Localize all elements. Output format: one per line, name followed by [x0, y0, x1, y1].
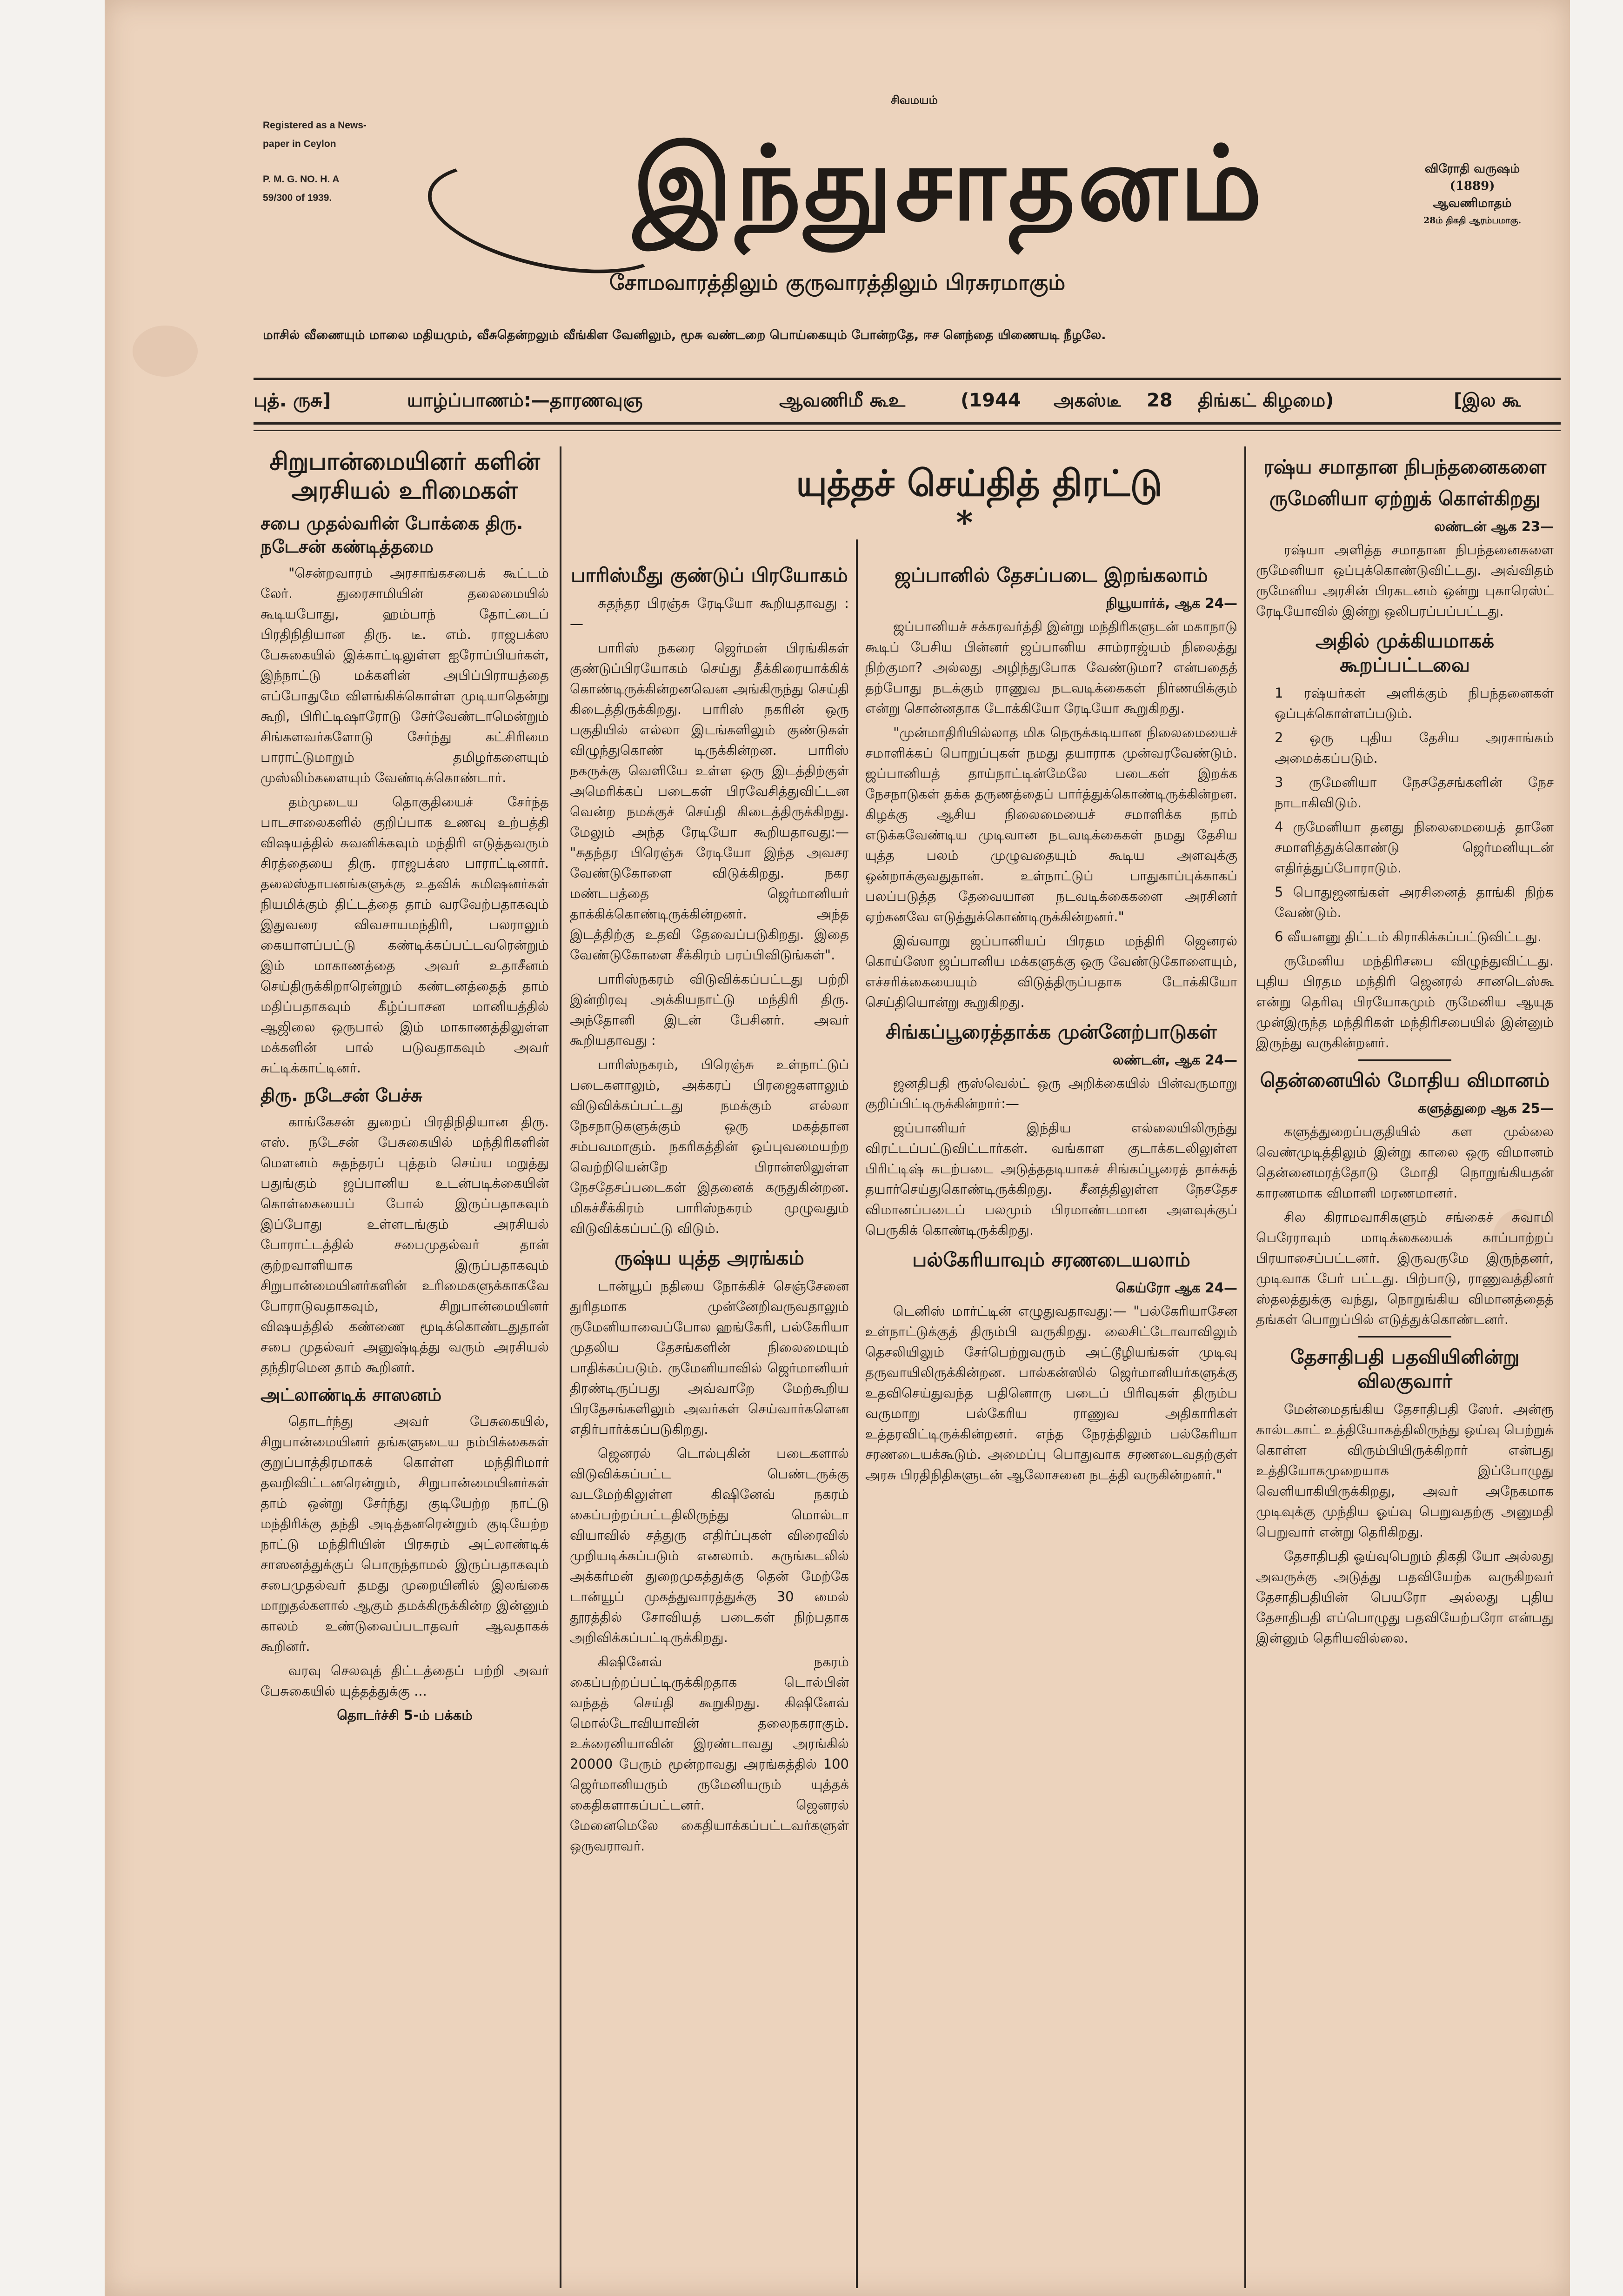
article-paragraph: பாரிஸ்நகரம், பிரெஞ்சு உள்நாட்டுப் படைகளாலும், அக்கரப் பிரஜைகளாலும் விடுவிக்கப்பட்டது நமக்கும் எல்லா நேசநாடுகளுக்கும் ஒரு மகத்தான சம்பவமாகும். நகரிகத்தின் ஒப்புவமையற்ற வெற்றியென்றே பிரான்ஸிலுள்ள நேசதேசப்படைகள் இதனைக் கருதுகின்றன. மிகச்சீக்கிரம் பாரிஸ்நகரம் முழுவதும் விடுவிக்கப்பட்டு விடும். — [570, 1057, 849, 1236]
newspaper-title: இந்துசாதனம் — [633, 124, 1265, 243]
month-name: ஆவணிமாதம் — [1433, 196, 1512, 210]
subheadline: அட்லாண்டிக் சாஸனம் — [260, 1384, 442, 1405]
article-dateline: லண்டன் ஆக 23— — [1434, 519, 1554, 534]
article-paragraph: தொடர்ந்து அவர் பேசுகையில், சிறுபான்மையினர் தங்களுடைய நம்பிக்கைகள் குறுப்பாத்திரமாகக் கொள்ள மந்திரிமார் தவறிவிட்டனரென்றும், சிறுபான்மையினர்கள் தாம் ஒன்று சேர்ந்து குடியேற்ற நாட்டு மந்திரிக்கு தந்தி அடித்தனரென்றும் குடியேற்ற நாட்டு மந்திரியின் பிரசுரம் அட்லாண்டிக் சாஸனத்துக்குப் பொருந்தாமல் இருப்பதாகவும் சபைமுதல்வர் தமது முறையினில் இலங்கை மாறுதல்களால் ஆகும் தமக்கிருக்கின்ற இன்னும் காலம் உண்டுவைப்படாதவர் ஆவதாகக் கூறினர். — [260, 1413, 549, 1654]
tamil-month-date: ஆவணிமீ கூஉ — [779, 390, 905, 411]
subheadline: சபை முதல்வரின் போக்கை திரு. நடேசன் கண்டித்தமை — [260, 513, 523, 557]
article-paragraph: ரஷ்யா அளித்த சமாதான நிபந்தனைகளை ருமேனியா ஒப்புக்கொண்டுவிட்டது. அவ்விதம் ருமேனிய அரசின் பிரகடனம் ஒன்று புகாரெஸ்ட் ரேடியோவில் இன்று ஒலிபரப்பப்பட்டது. — [1256, 542, 1554, 619]
subheadline: அதில் முக்கியமாகக் கூறப்பட்டவை — [1316, 629, 1494, 676]
registration-note — [263, 116, 440, 207]
article-paragraph: பாரிஸ்நகரம் விடுவிக்கப்பட்டது பற்றி இன்றிரவு அக்கியநாட்டு மந்திரி திரு. அந்தோனி இடன் பேசினர். அவர் கூறியதாவது : — [570, 971, 849, 1048]
article-paragraph: டெனிஸ் மார்ட்டின் எழுதுவதாவது:— "பல்கேரியாசேன உள்நாட்டுக்குத் திரும்பி வருகிறது. லைசிட்டோவாவிலும் தெசலியிலும் சேர்பெற்றுவரும் அட்டூழியங்கள் முடிவு தருவாயிலிருக்கின்றன. பால்கன்ஸில் ஜெர்மானியர்களுக்கு உதவிசெய்துவந்த பதினொரு படைப் பிரிவுகள் திரும்ப வருமாறு பல்கேரிய ராணுவ அதிகாரிகள் உத்தரவிட்டிருக்கின்றனர். எந்த நேரத்திலும் பல்கேரியா சரணடையக்கூடும். அமைப்பு பொதுவாக சரணடைவதற்குள் அரசு பிரதிநிதிகளுடன் ஆலோசனை நடத்தி வருகின்றனர்." — [865, 1303, 1237, 1483]
article-dateline: லண்டன், ஆக 24— — [1113, 1052, 1237, 1068]
dateline — [254, 390, 1561, 418]
article-paragraph: மேன்மைதங்கிய தேசாதிபதி ஸேர். அன்ரூ கால்டகாட் உத்தியோகத்திலிருந்து ஒய்வு பெற்றுக் கொள்ள விரும்பியிருக்கிறார் என்பது உத்தியோகமுறையாக இப்போழுது வெளியாகியிருக்கிறது, அவர் அநேகமாக முடிவுக்கு முந்திய ஓய்வு பெறுவதற்கு அனுமதி பெறுவார் என்று தெரிகிறது. — [1256, 1401, 1554, 1540]
headline: ருஷ்ய யுத்த அரங்கம் — [614, 1246, 804, 1269]
article-paragraph: தம்முடைய தொகுதியைச் சேர்ந்த பாடசாலைகளில் குறிப்பாக உணவு உற்பத்தி விஷயத்தில் கவனிக்கவும் மந்திரி எடுத்தவரும் சிரத்தையை திரு. ராஜபக்ஸ பாராட்டினார். தலைஸ்தாபனங்களுக்கு உதவிக் கமிஷனர்கள் நியமிக்கும் திட்டத்தை தாம் வரவேற்பதாகவும் இதுவரை விவசாயமந்திரி, பலராலும் கையாளப்பட்டு கண்டிக்கப்பட்டவரென்றும் இம் மாகாணத்தை அவர் உதாசீனம் செய்திருக்கிறாரென்றும் கண்டனத்தைத் தாம் மதிப்பதாகவும் கீழ்ப்பாசன மானியத்தில் ஆஜிலை ஒருபால் இம் மாகாணத்திலுள்ள மக்களின் பால் படுவதாகவும் அவர் சுட்டிக்காட்டினர். — [260, 794, 549, 1076]
weekday: திங்கட் கிழமை) — [1198, 390, 1334, 411]
list-item: 6 வீயனனு திட்டம் கிராகிக்கப்பட்டுவிட்டது. — [1275, 929, 1542, 945]
day-number: 28 — [1147, 390, 1173, 411]
article-romania — [1256, 447, 1554, 2289]
registration-line: Registered as a News- — [263, 120, 367, 131]
article-minority-rights — [260, 447, 549, 2289]
dateline-rule-double — [254, 430, 1561, 431]
list-item: 2 ஒரு புதிய தேசிய அரசாங்கம் அமைக்கப்படும். — [1275, 730, 1554, 766]
registration-line: paper in Ceylon — [263, 139, 336, 149]
article-paris-bombing — [570, 556, 849, 2286]
year-name: விரோதி வருஷம் — [1424, 162, 1520, 176]
article-paragraph: காங்கேசன் துறைப் பிரதிநிதியான திரு. எஸ். நடேசன் பேசுகையில் மந்திரிகளின் மௌனம் சுதந்தரப் புத்தம் செய்ய மறுத்து பதுங்கும் ஜப்பானிய உடன்படிக்கையின் கொள்கையைப் போல் இருப்பதாகவும் இப்போது உள்ளடங்கும் அரசியல் போராட்டத்தில் சபைமுதல்வர் தான் குற்றவாளியாக இருப்பதாகவும் சிறுபான்மையினர்களின் உரிமைகளுக்காகவே போராடுவதாகவும், சிறுபான்மையினர் விஷயத்தில் கண்ணை மூடிக்கொண்டதுதான் சபை முதல்வர் அனுஷ்டித்து வரும் அரசியல் தந்திரமென தாம் கூறினர். — [260, 1114, 549, 1375]
headline: தேசாதிபதி பதவியினின்று விலகுவார் — [1290, 1345, 1520, 1392]
headline: ருமேனியா ஏற்றுக் கொள்கிறது — [1269, 487, 1541, 510]
section-divider — [1358, 1059, 1451, 1061]
article-paragraph: சுதந்தர பிரஞ்சு ரேடியோ கூறியதாவது :— — [570, 595, 849, 632]
headline: தென்னையில் மோதிய விமானம் — [1260, 1069, 1550, 1091]
column-rule — [1244, 446, 1246, 2288]
list-item: 4 ருமேனியா தனது நிலைமையைத் தானே சமாளித்துக்கொண்டு ஜெர்மனியுடன் எதிர்த்துப்போராடும். — [1275, 819, 1554, 876]
article-paragraph: பாரிஸ் நகரை ஜெர்மன் பிரங்கிகள் குண்டுப்பிரயோகம் செய்து தீக்கிரையாக்கிக் கொண்டிருக்கின்றனவென அங்கிருந்து செய்தி கிடைத்திருக்கிறது. பாரிஸ் நகரின் ஒரு பகுதியில் எல்லா இடங்களிலும் குண்டுகள் விழுந்துகொண் டிருக்கின்றன. பாரிஸ் நகருக்கு வெளியே உள்ள ஒரு இடத்திற்குள் அமெரிக்கப் படைகள் பிரவேசித்துவிட்டன வென்ற நமக்குச் செய்தி கிடைத்திருக்கிறது. மேலும் அந்த ரேடியோ கூறியதாவது:— "சுதந்தர பிரெஞ்சு ரேடியோ இந்த அவசர வேண்டுகோளை விடுக்கிறது. நகர மண்டபத்தை ஜெர்மானியர் தாக்கிக்கொண்டிருக்கின்றனர். அந்த இடத்திற்கு உதவி தேவைப்படுகிறது. இதை வேண்டுகோளை சீக்கிரம் பரப்பிவிடுங்கள்". — [570, 640, 849, 963]
issue-number: [இல கூ — [1454, 390, 1521, 411]
article-paragraph: "சென்றவாரம் அரசாங்கசபைக் கூட்டம் லேர். துரைசாமியின் தலைமையில் கூடியபோது, ஹம்பாந் தோட்டைப் பிரதிநிதியான திரு. டீ. எம். ராஜபக்ஸ பேசுகையில் இக்காட்டிலுள்ள ஐரோப்பியர்கள், இந்நாட்டு மக்களின் அபிப்பிராயத்தை எப்போதுமே விளங்கிக்கொள்ள முடியாதென்று கூறி, பிரிட்டிஷாரோடு சேர்வேண்டாமென்றும் சிங்களவர்களோடு சேர்ந்து கட்சிரிமை பாராட்டுமாறும் தமிழர்களையும் முஸ்லிம்களையும் வேண்டிக்கொண்டார். — [260, 565, 549, 785]
headline: பல்கேரியாவும் சரணடையலாம் — [912, 1248, 1190, 1271]
column-rule — [856, 539, 858, 2288]
year-label: (1944 — [961, 390, 1021, 411]
article-paragraph: டான்யூப் நதியை நோக்கிச் செஞ்சேனை துரிதமாக முன்னேறிவருவதாலும் ருமேனியாவைப்போல ஹங்கேரி, பல்கேரியா முதலிய தேசங்களின் நிலைமையும் பாதிக்கப்படும். ருமேனியாவில் ஜெர்மானியர் திரண்டிருப்பது அவ்வாறே மேற்கூறிய பிரதேசங்களிலும் அவர்கள் செய்வார்களென எதிர்பார்க்கப்படுகிறது. — [570, 1278, 849, 1437]
list-item: 1 ரஷ்யர்கள் அளிக்கும் நிபந்தனைகள் ஒப்புக்கொள்ளப்படும். — [1275, 685, 1554, 721]
motto: மாசில் வீணையும் மாலை மதியமும், வீசுதென்றலும் வீங்கிள வேனிலும், மூசு வண்டறை பொய்கையும் போன்றதே, ஈச னெந்தை யிணையடி நீழலே. — [263, 328, 1106, 342]
headline: ரஷ்ய சமாதான நிபந்தனைகளை — [1263, 455, 1547, 478]
article-paragraph: "முன்மாதிரியில்லாத மிக நெருக்கடியான நிலைமையைச் சமாளிக்கப் பொறுப்புகள் நமது தயாராக முன்வரவேண்டும். ஜப்பானியத் தாய்நாட்டின்மேலே படைகள் இறக்க நேசநாடுகள் தக்க தருணத்தைப் பார்த்துக்கொண்டிருக்கின்றன. கிழக்கு ஆசிய நிலைமையைச் சமாளிக்க நாம் எடுக்கவேண்டிய முடிவான நடவடிக்கைகள் நமது தேசிய யுத்த பலம் முழுவதையும் கூடிய அளவுக்கு ஒன்றாக்குவதுதான். உள்நாட்டுப் பாதுகாப்புக்காகப் பலப்படுத்த தேவையான நடவடிக்கைகளை அரசினர் ஏற்கனவே எடுத்துக்கொண்டிருக்கின்றனர்." — [865, 725, 1237, 925]
list-item: 3 ருமேனியா நேசதேசங்களின் நேச நாடாகிவிடும். — [1275, 774, 1554, 811]
day-note: 28ம் திகதி ஆரம்பமாகு. — [1423, 215, 1522, 226]
article-paragraph: ஜப்பானியர் இந்திய எல்லையிலிருந்து விரட்டப்பட்டுவிட்டார்கள். வங்காள குடாக்கடலிலுள்ள பிரிட்டிஷ் கடற்படை அடுத்ததடியாகச் சிங்கப்பூரைத் தாக்கத் தயார்செய்துகொண்டிருக்கிறது. சீனத்திலுள்ள நேசதேச விமானப்படைப் பலமும் பிரமாண்டமான அளவுக்குப் பெருகிக் கொண்டிருக்கிறது. — [865, 1120, 1237, 1238]
subheadline: திரு. நடேசன் பேச்சு — [260, 1085, 422, 1105]
article-paragraph: ருமேனிய மந்திரிசபை விழுந்துவிட்டது. புதிய பிரதம மந்திரி ஜெனரல் சானடெஸ்கூ என்று தெரிவு பிரயோகமும் ருமேனிய ஆயுத முன்இருந்த மந்திரிகள் மந்திரிசபையில் இன்னும் இருந்து வருகின்றனர். — [1256, 953, 1554, 1051]
headline: சிறுபான்மையினர் களின் அரசியல் உரிமைகள் — [269, 448, 540, 505]
english-month: அகஸ்டீ — [1054, 390, 1121, 411]
continued-note: தொடர்ச்சி 5-ம் பக்கம் — [337, 1707, 473, 1723]
article-paragraph: இவ்வாறு ஜப்பானியப் பிரதம மந்திரி ஜெனரல் கொய்ஸோ ஜப்பானிய மக்களுக்கு ஒரு வேண்டுகோளையும், எச்சரிக்கையையும் விடுத்திருப்பதாக டோக்கியோ செய்தியொன்று கூறுகிறது. — [865, 933, 1237, 1010]
war-news-banner: யுத்தச் செய்தித் திரட்டு — [796, 463, 1162, 505]
year-number: (1889) — [1449, 179, 1495, 193]
article-paragraph: களுத்துறைப்பகுதியில் கள முல்லை வெண்முடித்திலும் இன்று காலை ஒரு விமானம் தென்னைமரத்தோடு மோதி நொறுங்கியதன் காரணமாக விமானி மரணமானர். — [1256, 1124, 1554, 1201]
headline: சிங்கப்பூரைத்தாக்க முன்னேற்பாடுகள் — [886, 1020, 1217, 1043]
dateline-rule-top — [254, 378, 1561, 380]
publication-schedule: சோமவாரத்திலும் குருவாரத்திலும் பிரசுரமாகும் — [609, 270, 1066, 295]
dateline-rule-bottom — [254, 422, 1561, 425]
pmg-line: 59/300 of 1939. — [263, 193, 332, 203]
article-paragraph: தேசாதிபதி ஓய்வுபெறும் திகதி யோ அல்லது அவருக்கு அடுத்து பதவியேற்க வருகிறவர் தேசாதிபதியின் பெயரோ அல்லது புதிய தேசாதிபதி எப்பொழுது பதவியேற்பரோ என்பது இன்னும் தெரியவில்லை. — [1256, 1548, 1554, 1646]
column-rule — [560, 446, 561, 2288]
article-japan — [865, 556, 1237, 2286]
article-paragraph: கிஷினேவ் நகரம் கைப்பற்றப்பட்டிருக்கிறதாக டொல்பின் வந்தத் செய்தி கூறுகிறது. கிஷினேவ் மொல்டோவியாவின் தலைநகராகும். உக்ரைனியாவின் இரண்டாவது அரங்கில் 20000 பேரும் மூன்றாவது அரங்கத்தில் 100 ஜெர்மானியரும் ருமேனியரும் யுத்தக் கைதிகளாகப்பட்டனர். ஜெனரல் மேனைமெலே கைதியாக்கப்பட்டவர்களுள் ஒருவராவர். — [570, 1654, 849, 1854]
article-paragraph: ஜனதிபதி ரூஸ்வெல்ட் ஒரு அறிக்கையில் பின்வருமாறு குறிப்பிட்டிருக்கின்றார்:— — [865, 1075, 1237, 1111]
article-paragraph: வரவு செலவுத் திட்டத்தைப் பற்றி அவர் பேசுகையில் யுத்தத்துக்கு ... — [260, 1663, 549, 1699]
list-item: 5 பொதுஜனங்கள் அரசினைத் தாங்கி நிற்க வேண்டும். — [1275, 884, 1554, 920]
newspaper-page — [105, 0, 1570, 2296]
article-paragraph: ஜெனரல் டொல்புகின் படைகளால் விடுவிக்கப்பட்ட பெண்டருக்கு வடமேற்கிலுள்ள கிஷினேவ் நகரம் கைப்பற்றப்பட்டதிலிருந்து மொல்டா வியாவில் சத்துரு எதிர்ப்புகள் விரைவில் முறியடிக்கப்படும் எனலாம். கருங்கடலில் அக்கர்மன் துறைமுகத்துக்கு தென் மேற்கே டான்யூப் முகத்துவாரத்துக்கு 30 மைல் தூரத்தில் சோவியத் படைகள் நிற்பதாக அறிவிக்கப்பட்டிருக்கிறது. — [570, 1445, 849, 1645]
article-dateline: கெய்ரோ ஆக 24— — [1115, 1280, 1237, 1296]
section-divider — [1358, 1336, 1451, 1338]
headline: பாரிஸ்மீது குண்டுப் பிரயோகம் — [571, 564, 848, 586]
pmg-line: P. M. G. NO. H. A — [263, 174, 340, 185]
newspaper-title-wrap — [426, 116, 1472, 251]
volume-label: புத். ருசு] — [254, 390, 331, 411]
sivamayam-label: சிவமயம் — [891, 93, 938, 106]
article-paragraph: சில கிராமவாசிகளும் சங்கைச் சுவாமி பெரேராவும் மாடிக்கையைக் காப்பாற்றப் பிரயாசைப்பட்டனர். இருவருமே இருந்தனர், முடிவாக பேர் பட்டது. பிற்பாடு, ராணுவத்தினர் ஸ்தலத்துக்கு வந்து, நொறுங்கிய விமானத்தைத் தங்கள் பொறுப்பில் எடுத்துக்கொண்டனர். — [1256, 1209, 1554, 1327]
article-dateline: நியூயார்க், ஆக 24— — [1106, 595, 1237, 611]
star-ornament: * — [956, 503, 973, 542]
masthead — [105, 0, 1570, 372]
year-info — [1389, 160, 1556, 229]
article-paragraph: ஜப்பானியச் சக்கரவர்த்தி இன்று மந்திரிகளுடன் மகாநாடு கூடிப் பேசிய பின்னர் ஜப்பானிய சாம்ராஜ்யம் நிலைத்து நிற்குமா? அல்லது அழிந்துபோக வேண்டுமா? என்பதைத் தற்போது நடக்கும் ராணுவ நடவடிக்கைகள் நிர்ணயிக்கும் என்று சொன்னதாக டோக்கியோ ரேடியோ கூறுகிறது. — [865, 619, 1237, 716]
place-label: யாழ்ப்பாணம்:—தாரணவுஞ — [407, 390, 643, 411]
article-dateline: களுத்துறை ஆக 25— — [1418, 1100, 1554, 1116]
headline: ஜப்பானில் தேசப்படை இறங்கலாம் — [895, 564, 1208, 586]
